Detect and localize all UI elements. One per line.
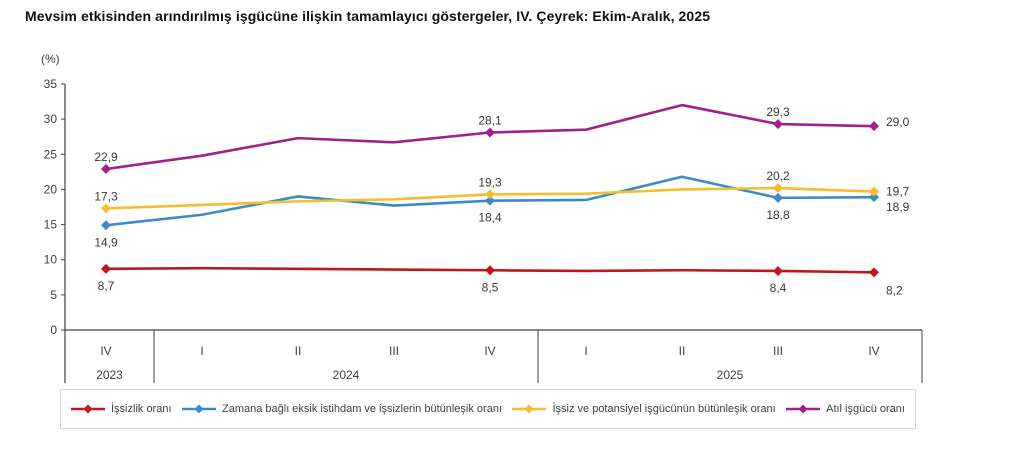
y-axis-tick-label: 35 <box>43 77 57 91</box>
legend-label: Atıl işgücü oranı <box>826 403 905 415</box>
line-diamond-swatch-icon <box>786 403 820 415</box>
data-point-marker <box>773 266 783 276</box>
y-axis-tick-label: 20 <box>43 182 57 197</box>
x-axis-quarter-label: III <box>388 344 400 358</box>
data-point-marker <box>485 189 495 199</box>
legend-item-issizlik-orani <box>71 403 172 415</box>
data-point-marker <box>869 121 879 131</box>
x-axis-year-label: 2025 <box>716 368 744 382</box>
y-axis-tick-label: 0 <box>50 323 57 337</box>
data-point-label: 8,4 <box>769 280 787 295</box>
chart-legend <box>60 389 916 429</box>
data-point-label: 17,3 <box>94 189 118 204</box>
data-point-label: 19,7 <box>886 184 910 199</box>
data-point-marker <box>101 220 111 230</box>
legend-label: Zamana bağlı eksik istihdam ve işsizlerin bütünleşik oranı <box>221 403 503 415</box>
x-axis-year-label: 2023 <box>96 368 123 382</box>
data-point-label: 18,9 <box>886 200 910 215</box>
y-axis-tick-label: 5 <box>50 287 57 302</box>
data-point-marker <box>773 183 783 193</box>
line-diamond-swatch-icon <box>182 403 216 415</box>
data-point-marker <box>773 119 783 129</box>
data-point-marker <box>485 265 495 275</box>
data-point-label: 18,4 <box>478 210 502 225</box>
y-axis-tick-label: 25 <box>43 147 57 162</box>
data-point-marker <box>773 193 783 203</box>
line-diamond-swatch-icon <box>71 403 105 415</box>
y-axis-unit-label: (%) <box>41 52 60 66</box>
legend-item-issiz-ve-potansiyel-isgucu <box>512 403 775 415</box>
data-point-label: 18,8 <box>766 207 790 222</box>
x-axis-quarter-label: III <box>772 344 784 358</box>
legend-item-atil-isgucu-orani <box>786 403 905 415</box>
x-axis-quarter-label: IV <box>868 344 880 358</box>
x-axis-quarter-label: I <box>584 344 588 358</box>
legend-label: İşsizlik oranı <box>111 403 172 415</box>
data-point-marker <box>485 127 495 137</box>
y-axis-tick-label: 30 <box>43 112 57 127</box>
data-point-label: 28,1 <box>478 113 502 128</box>
y-axis-tick-label: 10 <box>43 252 57 267</box>
data-point-label: 29,0 <box>886 115 910 130</box>
data-point-marker <box>869 267 879 277</box>
data-point-marker <box>101 203 111 213</box>
data-point-label: 14,9 <box>94 235 118 250</box>
legend-item-zamana-bagli-eksik-istihdam <box>182 403 502 415</box>
x-axis-quarter-label: IV <box>100 344 112 358</box>
x-axis-quarter-label: I <box>200 344 204 358</box>
page-title: Mevsim etkisinden arındırılmış işgücüne ilişkin tamamlayıcı göstergeler, IV. Çeyrek: Ekim-Aralık, 2025 <box>25 8 711 24</box>
x-axis-quarter-label: IV <box>484 344 496 358</box>
data-point-label: 8,7 <box>97 278 115 293</box>
line-diamond-swatch-icon <box>512 403 546 415</box>
y-axis-tick-label: 15 <box>43 217 57 232</box>
data-point-label: 8,5 <box>481 280 499 295</box>
data-point-label: 20,2 <box>766 169 790 184</box>
legend-label: İşsiz ve potansiyel işgücünün bütünleşik oranı <box>552 403 776 415</box>
data-point-marker <box>101 264 111 274</box>
data-point-label: 8,2 <box>886 283 903 298</box>
data-point-marker <box>869 187 879 197</box>
data-point-marker <box>101 164 111 174</box>
data-point-label: 22,9 <box>94 150 118 165</box>
x-axis-quarter-label: II <box>294 344 302 358</box>
data-point-label: 29,3 <box>766 105 790 120</box>
data-point-label: 19,3 <box>478 175 502 190</box>
x-axis-quarter-label: II <box>678 344 686 358</box>
x-axis-year-label: 2024 <box>332 368 360 382</box>
